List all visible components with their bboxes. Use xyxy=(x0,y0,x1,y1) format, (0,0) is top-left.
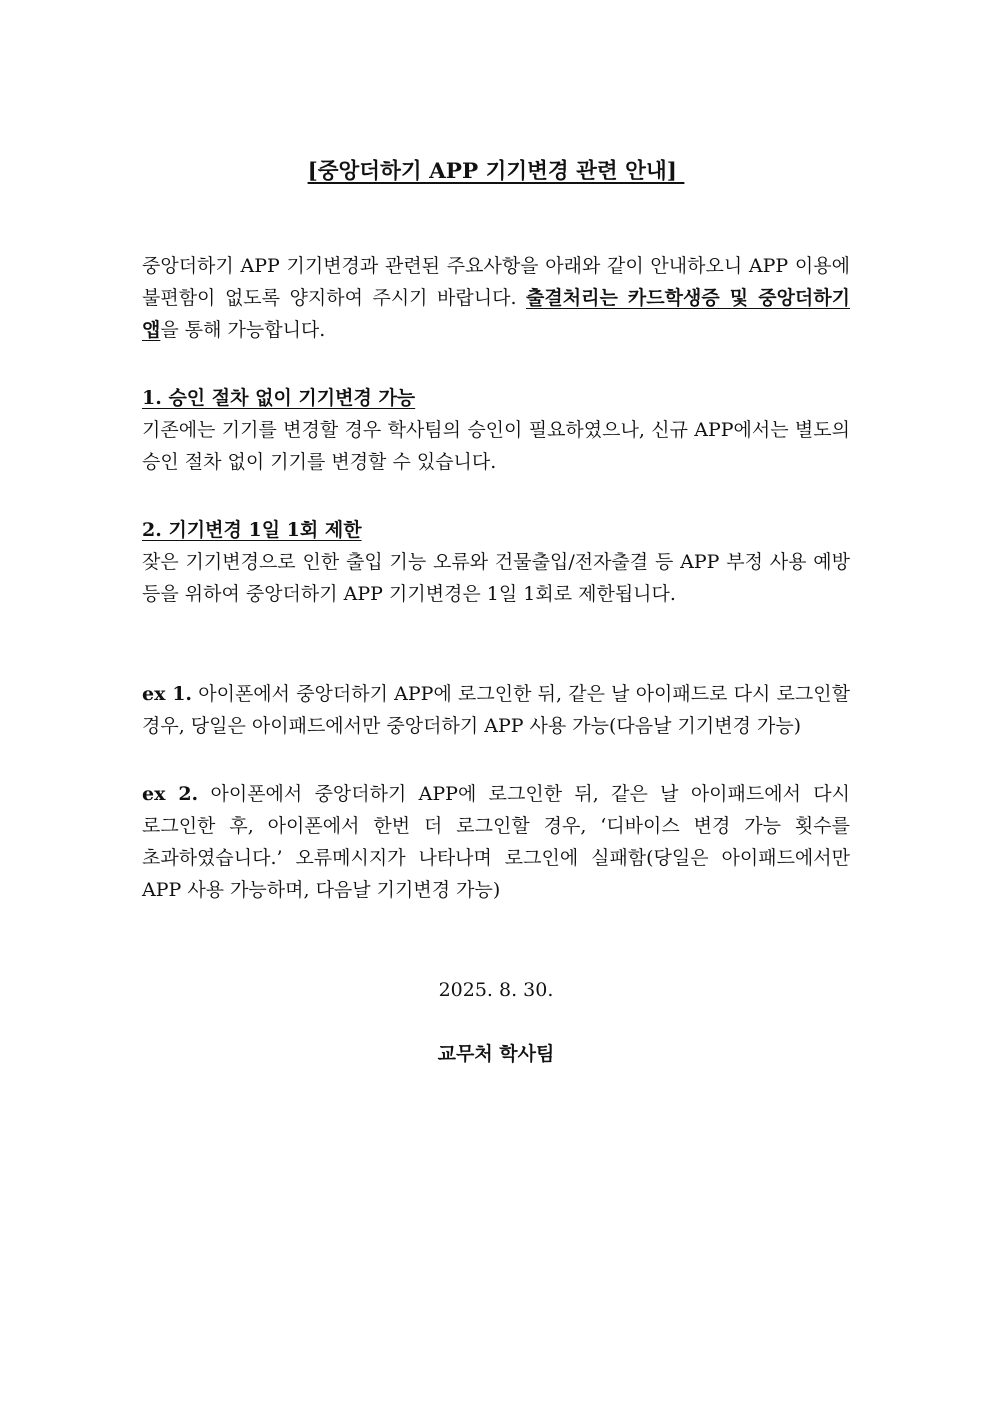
section2-heading xyxy=(142,514,850,546)
example-1 xyxy=(142,678,850,742)
intro-emphasis: 출결처리는 카드학생증 및 중앙더하기 앱 xyxy=(142,287,850,341)
document-page xyxy=(142,150,850,1070)
example-1-label: ex 1. xyxy=(142,683,193,705)
section2-heading-text: 2. 기기변경 1일 1회 제한 xyxy=(142,519,362,541)
intro-paragraph xyxy=(142,250,850,346)
document-title: [중앙더하기 APP 기기변경 관련 안내] xyxy=(307,159,685,184)
section1-body: 기존에는 기기를 변경할 경우 학사팀의 승인이 필요하였으나, 신규 APP에서는 별도의 승인 절차 없이 기기를 변경할 수 있습니다. xyxy=(142,419,850,473)
example-2 xyxy=(142,778,850,906)
example-2-text: 아이폰에서 중앙더하기 APP에 로그인한 뒤, 같은 날 아이패드에서 다시 로그인한 후, 아이폰에서 한번 더 로그인할 경우, ‘디바이스 변경 가능 횟수를 초과하였습니다.’ 오류메시지가 나타나며 로그인에 실패함(당일은 아이패드에서만 APP 사용 가능하며, 다음날 기기변경 가능) xyxy=(142,783,850,901)
issuer-signature: 교무처 학사팀 xyxy=(437,1043,555,1065)
document-date: 2025. 8. 30. xyxy=(438,979,554,1001)
example-2-label: ex 2. xyxy=(142,783,199,805)
intro-text: 중앙더하기 APP 기기변경과 관련된 주요사항을 아래와 같이 안내하오니 APP 이용에 불편함이 없도록 양지하여 주시기 바랍니다. xyxy=(142,255,850,309)
example-1-text: 아이폰에서 중앙더하기 APP에 로그인한 뒤, 같은 날 아이패드로 다시 로그인할 경우, 당일은 아이패드에서만 중앙더하기 APP 사용 가능(다음날 기기변경 가능) xyxy=(142,683,850,737)
intro-tail: 을 통해 가능합니다. xyxy=(160,319,326,341)
section1-heading xyxy=(142,382,850,414)
section2-body: 잦은 기기변경으로 인한 출입 기능 오류와 건물출입/전자출결 등 APP 부정 사용 예방 등을 위하여 중앙더하기 APP 기기변경은 1일 1회로 제한됩니다. xyxy=(142,551,850,605)
section1-heading-text: 1. 승인 절차 없이 기기변경 가능 xyxy=(142,387,416,409)
